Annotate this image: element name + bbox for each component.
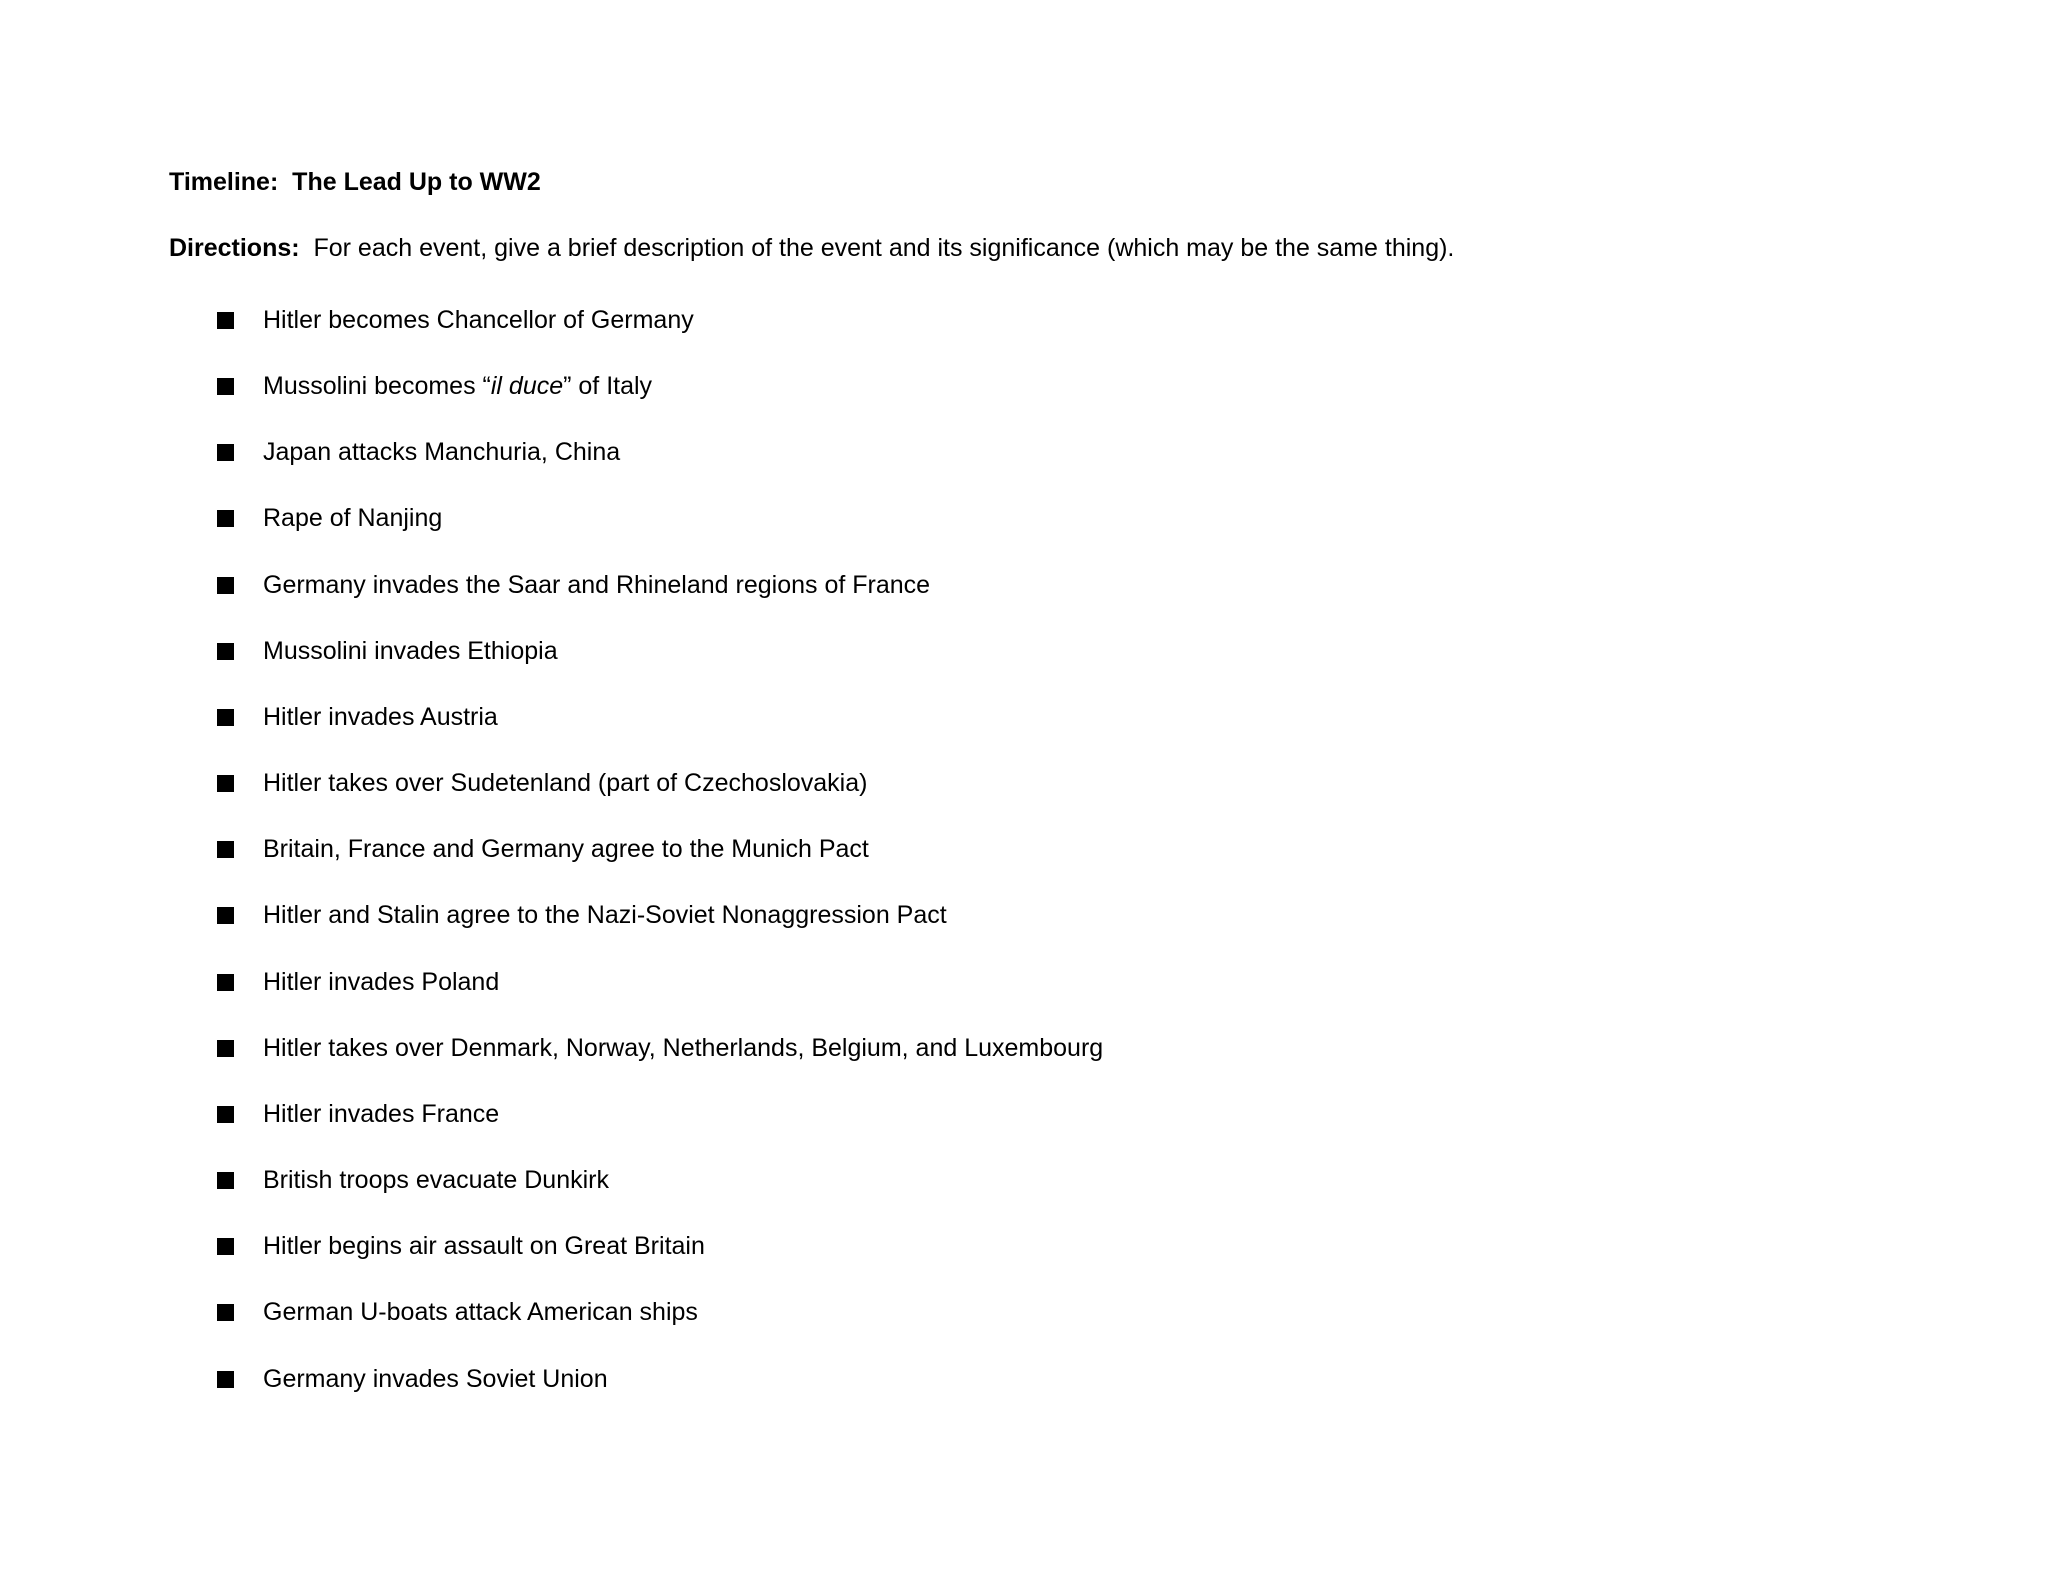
square-bullet-icon: [217, 1040, 234, 1057]
event-text: Japan attacks Manchuria, China: [263, 438, 621, 466]
event-text: British troops evacuate Dunkirk: [263, 1166, 609, 1194]
event-text: Hitler begins air assault on Great Britain: [263, 1232, 705, 1260]
event-text: Rape of Nanjing: [263, 504, 443, 532]
square-bullet-icon: [217, 1106, 234, 1123]
event-text: [263, 368, 652, 404]
event-text: Hitler invades France: [263, 1100, 500, 1128]
event-text: German U-boats attack American ships: [263, 1298, 698, 1326]
square-bullet-icon: [217, 1172, 234, 1189]
event-text: Mussolini invades Ethiopia: [263, 637, 558, 665]
event-text-part: ” of Italy: [563, 372, 653, 400]
square-bullet-icon: [217, 510, 234, 527]
square-bullet-icon: [217, 643, 234, 660]
directions-text: For each event, give a brief description of the event and its significance (which may be the same thing).: [299, 234, 1455, 262]
event-text: Germany invades Soviet Union: [263, 1365, 608, 1393]
event-text: Hitler takes over Denmark, Norway, Netherlands, Belgium, and Luxembourg: [263, 1034, 1104, 1062]
event-text: Hitler invades Austria: [263, 703, 498, 731]
event-text: Hitler and Stalin agree to the Nazi-Soviet Nonaggression Pact: [263, 901, 947, 929]
event-text: Britain, France and Germany agree to the Munich Pact: [263, 835, 869, 863]
event-text: Hitler takes over Sudetenland (part of Czechoslovakia): [263, 769, 868, 797]
directions-label: Directions:: [169, 234, 300, 262]
square-bullet-icon: [217, 378, 234, 395]
page-title: Timeline: The Lead Up to WW2: [169, 168, 541, 196]
square-bullet-icon: [217, 709, 234, 726]
square-bullet-icon: [217, 1304, 234, 1321]
square-bullet-icon: [217, 974, 234, 991]
square-bullet-icon: [217, 312, 234, 329]
square-bullet-icon: [217, 841, 234, 858]
event-text: Germany invades the Saar and Rhineland regions of France: [263, 571, 931, 599]
event-text: Hitler becomes Chancellor of Germany: [263, 306, 694, 334]
square-bullet-icon: [217, 907, 234, 924]
event-text-part: Mussolini becomes “: [263, 372, 491, 400]
square-bullet-icon: [217, 577, 234, 594]
directions: [169, 234, 1454, 263]
square-bullet-icon: [217, 775, 234, 792]
square-bullet-icon: [217, 1371, 234, 1388]
square-bullet-icon: [217, 1238, 234, 1255]
square-bullet-icon: [217, 444, 234, 461]
event-text: Hitler invades Poland: [263, 968, 500, 996]
event-text-italic: il duce: [490, 372, 564, 400]
